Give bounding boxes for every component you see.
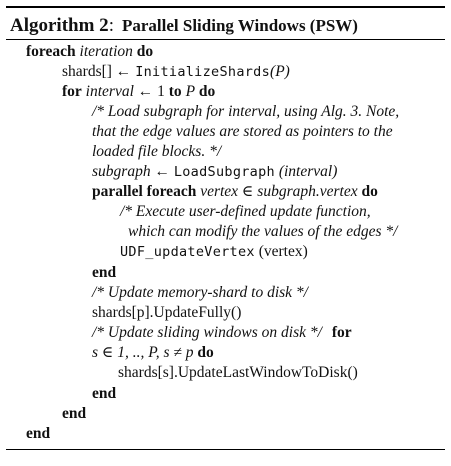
bottom-rule [6,449,445,450]
line-udf-call [120,242,308,262]
keyword-to: to [168,83,182,100]
algorithm-label: Algorithm 2 [10,15,109,36]
fn-udf-update-vertex: UDF_updateVertex [120,244,255,260]
line-load-subgraph [92,162,337,182]
line-foreach-iteration [26,42,153,62]
line-init-shards [62,62,290,82]
for-s-range: s ∈ 1, .., P, s ≠ p [92,344,194,361]
title-colon: : [108,15,114,36]
line-comment-sliding [92,323,352,343]
comment-load-3: loaded file blocks. */ [92,143,222,160]
keyword-do: do [198,83,216,100]
var-subgraph: subgraph [92,163,151,180]
keyword-do: do [136,43,154,60]
line-update-fully: shards[p].UpdateFully() [92,304,242,321]
line-for-s [92,343,214,363]
comment-load-1: /* Load subgraph for interval, using Alg. 3. Note, [92,103,400,120]
top-rule [6,6,445,8]
shards-assign: shards[] ← [62,63,132,80]
var-iteration: iteration [79,43,133,60]
range-end: P [185,83,196,100]
keyword-for: for [62,83,82,100]
keyword-do: do [361,183,378,200]
algorithm-name: Parallel Sliding Windows (PSW) [121,16,358,35]
comment-sliding-windows: /* Update sliding windows on disk */ [92,324,322,341]
end-for-s: end [92,385,117,402]
comment-update-memory: /* Update memory-shard to disk */ [92,284,308,301]
keyword-parallel-foreach: parallel foreach [92,183,197,200]
comment-load-2: that the edge values are stored as pointers to the [92,123,393,140]
end-parallel-foreach: end [92,264,117,281]
keyword-foreach: foreach [26,43,76,60]
fn-initialize-shards: InitializeShards [135,64,271,80]
comment-udf-1: /* Execute user-defined update function, [120,203,371,220]
range-start: ← 1 [137,83,165,100]
title-rule [6,39,445,40]
keyword-for: for [331,324,352,341]
comment-udf-2: which can modify the values of the edges */ [128,223,398,240]
var-interval: interval [85,83,134,100]
assign-arrow: ← [154,163,170,180]
arg-interval: (interval) [278,163,338,180]
var-vertex-set: vertex ∈ subgraph.vertex [200,183,358,200]
arg-vertex: (vertex) [258,243,308,260]
line-for-interval [62,82,215,102]
line-parallel-foreach [92,182,378,202]
arg-p: (P) [270,63,290,80]
fn-load-subgraph: LoadSubgraph [173,164,275,180]
algorithm-title [10,15,358,37]
end-foreach-iteration: end [26,425,51,442]
keyword-do: do [197,344,214,361]
line-update-last-window: shards[s].UpdateLastWindowToDisk() [118,364,358,381]
end-for-interval: end [62,405,87,422]
algorithm-box [6,6,445,456]
